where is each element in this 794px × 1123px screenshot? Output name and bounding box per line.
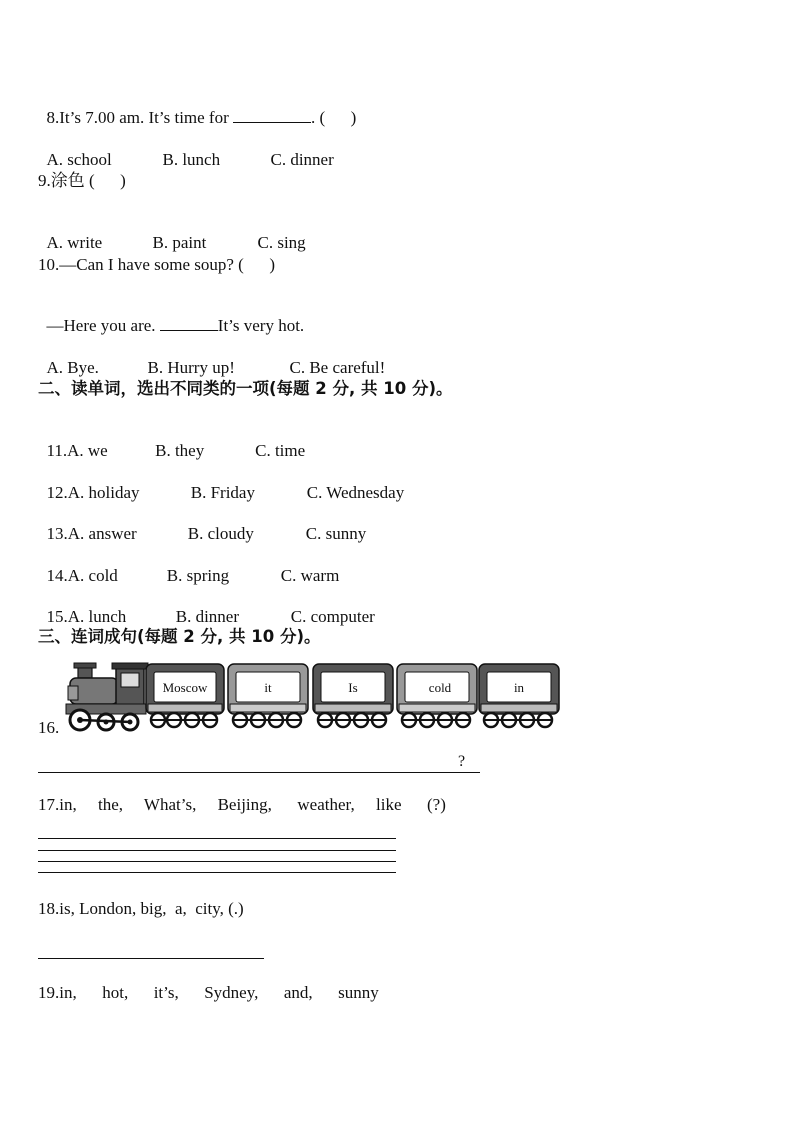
question-number: 12. [46,483,68,502]
question-18-words: 18.is, London, big, a, city, (.) [38,899,244,918]
car-word: Moscow [162,680,208,695]
question-number: 14. [46,566,68,585]
section-2-heading: 二、读单词，选出不同类的一项(每题 2 分, 共 10 分)。 [38,379,453,398]
option-b[interactable]: B. lunch [162,150,221,169]
answer-line-17[interactable] [38,861,396,862]
question-14 [38,546,339,586]
option-c[interactable]: C. warm [280,566,340,585]
option-c[interactable]: C. dinner [270,150,334,169]
question-10-line2 [38,296,304,336]
train-car-1 [146,664,224,727]
answer-blank[interactable] [233,108,311,123]
option-a[interactable]: A. write [46,233,103,252]
answer-line-17[interactable] [38,850,396,851]
option-a[interactable]: A. cold [67,566,118,585]
option-b[interactable]: B. Hurry up! [147,358,235,377]
option-a[interactable]: A. answer [67,524,137,543]
option-b[interactable]: B. dinner [175,607,240,626]
option-c[interactable]: C. time [255,441,306,460]
option-a[interactable]: A. Bye. [46,358,99,377]
option-a[interactable]: A. we [67,441,108,460]
question-10-options [38,338,385,378]
question-8-options [38,130,334,170]
question-8-stem [38,88,356,128]
option-c[interactable]: C. computer [290,607,375,626]
car-word: Is [348,680,358,695]
question-15 [38,587,375,627]
section-3-heading: 三、连词成句(每题 2 分, 共 10 分)。 [38,627,321,646]
question-12 [38,463,404,503]
option-c[interactable]: C. sing [257,233,306,252]
answer-line-18[interactable] [38,958,264,959]
question-number: 15. [46,607,68,626]
locomotive-icon [66,663,148,730]
option-b[interactable]: B. spring [166,566,230,585]
question-number: 13. [46,524,68,543]
question-16-end-mark: ? [458,753,466,770]
answer-line-17[interactable] [38,838,396,839]
question-17-words: 17.in, the, What’s, Beijing, weather, like (?) [38,795,446,814]
option-c[interactable]: C. Be careful! [289,358,386,377]
question-10-text-b: It’s very hot. [217,316,305,335]
option-b[interactable]: B. Friday [190,483,255,502]
train-car-2 [228,664,308,727]
question-number: 11. [46,441,68,460]
option-c[interactable]: C. sunny [305,524,367,543]
train-car-3 [313,664,393,727]
question-11 [38,421,305,461]
option-c[interactable]: C. Wednesday [306,483,405,502]
question-13 [38,504,366,544]
question-8-text: 8.It’s 7.00 am. It’s time for [46,108,234,127]
option-b[interactable]: B. cloudy [187,524,254,543]
option-b[interactable]: B. paint [152,233,207,252]
car-word: it [264,680,272,695]
question-8-bracket: . ( ) [311,108,357,127]
question-19-words: 19.in, hot, it’s, Sydney, and, sunny [38,983,379,1002]
car-word: in [513,680,525,695]
train-car-5 [479,664,559,727]
train-car-4 [397,664,477,727]
train-illustration [64,660,564,736]
answer-blank[interactable] [160,316,218,331]
question-9-stem: 9.涂色 ( ) [38,171,126,190]
option-b[interactable]: B. they [155,441,205,460]
question-16-number: 16. [38,718,60,737]
option-a[interactable]: A. holiday [67,483,140,502]
answer-line-17[interactable] [38,872,396,873]
option-a[interactable]: A. lunch [67,607,127,626]
question-9-options [38,213,306,253]
question-10-text-a: —Here you are. [46,316,160,335]
option-a[interactable]: A. school [46,150,112,169]
answer-line-16[interactable] [38,772,480,773]
question-10-stem: 10.—Can I have some soup? ( ) [38,255,276,274]
car-word: cold [428,680,452,695]
